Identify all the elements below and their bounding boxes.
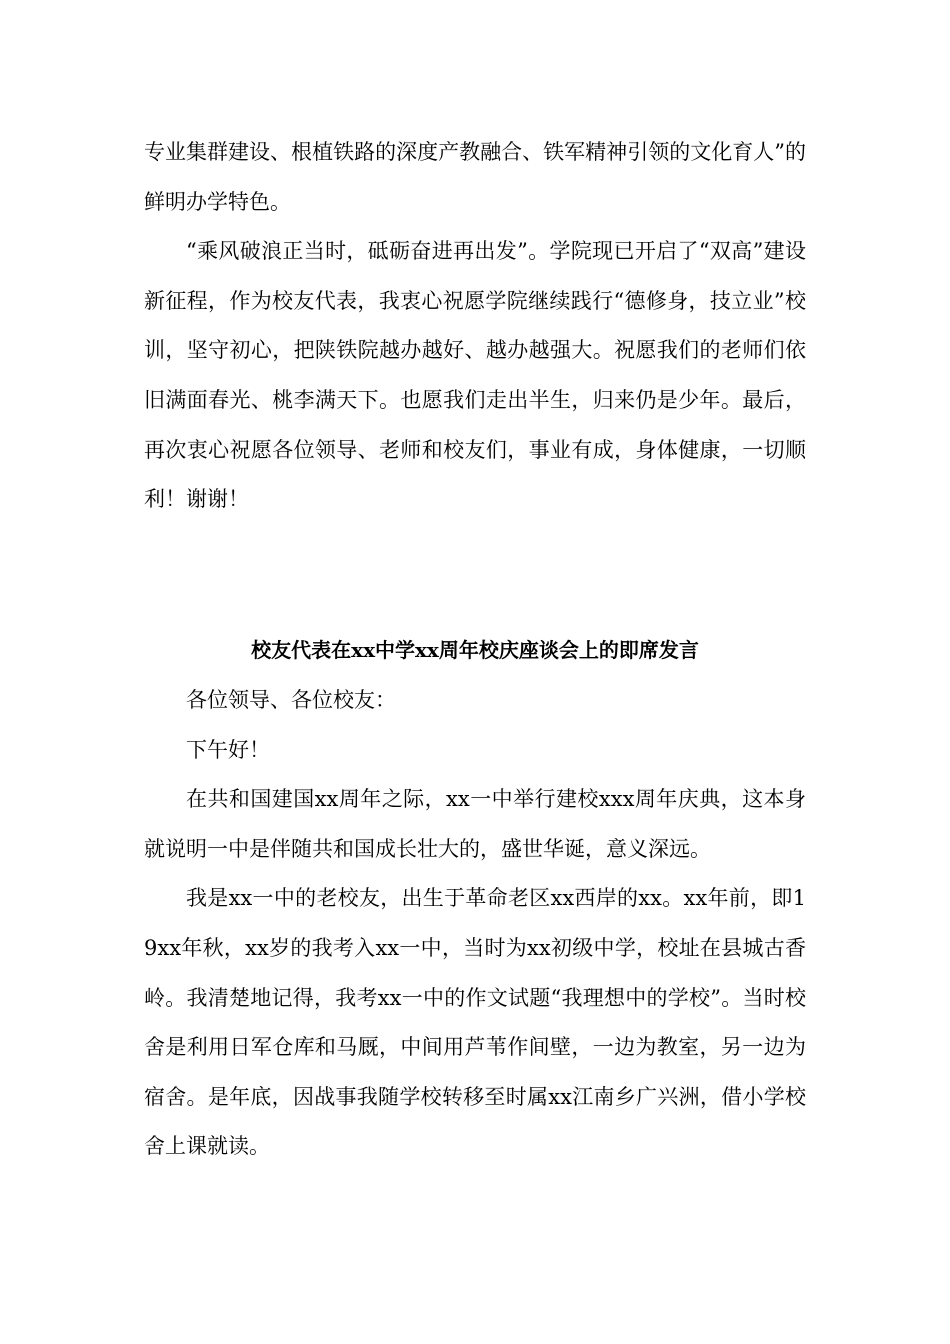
paragraph-closing-wishes: “乘风破浪正当时，砥砺奋进再出发”。学院现已开启了“双高”建设新征程，作为校友代表，我衷心祝愿学院继续践行“德修身，技立业”校训，坚守初心，把陕铁院越办越好、越办越强大。祝愿我们的老师们依旧满面春光、桃李满天下。也愿我们走出半生，归来仍是少年。最后，再次衷心祝愿各位领导、老师和校友们，事业有成，身体健康，一切顺利！谢谢！ xyxy=(144,239,806,512)
paragraph-memories: 我是xx一中的老校友，出生于革命老区xx西岸的xx。xx年前，即19xx年秋，xx岁的我考入xx一中，当时为xx初级中学，校址在县城古香岭。我清楚地记得，我考xx一中的作文试题“我理想中的学校”。当时校舍是利用日军仓库和马厩，中间用芦苇作间壁，一边为教室，另一边为宿舍。是年底，因战事我随学校转移至时属xx江南乡广兴洲，借小学校舍上课就读。 xyxy=(144,886,806,1159)
speech-greeting: 各位领导、各位校友： xyxy=(186,688,396,712)
speech-salutation: 下午好！ xyxy=(186,737,270,762)
paragraph-school-features: 专业集群建设、根植铁路的深度产教融合、铁军精神引领的文化育人”的鲜明办学特色。 xyxy=(144,140,806,214)
paragraph-anniversary: 在共和国建国xx周年之际，xx一中举行建校xxx周年庆典，这本身就说明一中是伴随共和国成长壮大的，盛世华诞，意义深远。 xyxy=(144,787,806,861)
document-section-1 xyxy=(144,128,806,525)
speech-title: 校友代表在xx中学xx周年校庆座谈会上的即席发言 xyxy=(251,638,699,662)
document-section-2 xyxy=(144,676,806,1172)
